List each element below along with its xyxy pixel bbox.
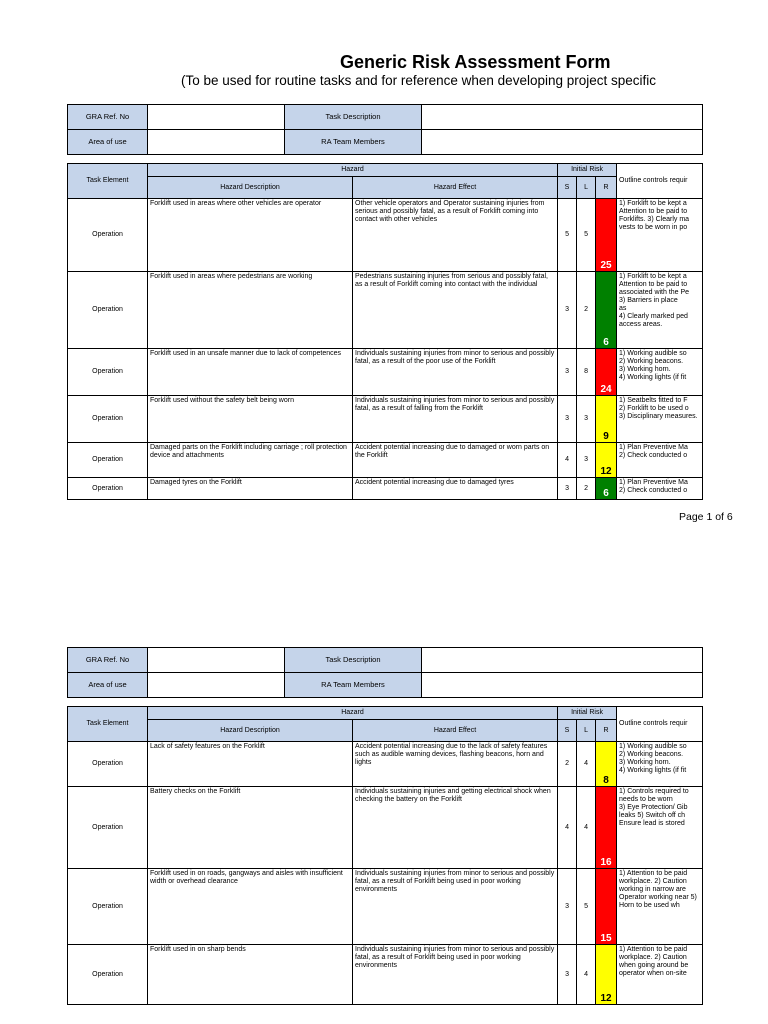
task-element-header: Task Element xyxy=(68,707,148,742)
task-element-cell: Operation xyxy=(68,742,148,787)
severity-cell: 4 xyxy=(558,443,577,478)
severity-cell: 3 xyxy=(558,478,577,500)
ra-team-value[interactable] xyxy=(422,673,703,698)
likelihood-cell: 5 xyxy=(577,199,596,272)
likelihood-cell: 8 xyxy=(577,349,596,396)
controls-cell: 1) Working audible so 2) Working beacons. 3) Working horn. 4) Working lights (if fit xyxy=(617,742,703,787)
controls-cell: 1) Plan Preventive Ma 2) Check conducted o xyxy=(617,443,703,478)
severity-cell: 5 xyxy=(558,199,577,272)
risk-header: R xyxy=(596,177,617,199)
severity-cell: 4 xyxy=(558,787,577,869)
likelihood-cell: 2 xyxy=(577,272,596,349)
likelihood-cell: 3 xyxy=(577,396,596,443)
task-element-cell: Operation xyxy=(68,787,148,869)
severity-cell: 3 xyxy=(558,396,577,443)
table-row xyxy=(68,396,703,443)
task-element-cell: Operation xyxy=(68,199,148,272)
table-row xyxy=(68,869,703,945)
likelihood-header: L xyxy=(577,177,596,199)
controls-cell: 1) Controls required to needs to be worn 3) Eye Protection/ Gib leaks 5) Switch off ch Ensure lead is stored xyxy=(617,787,703,869)
hazard-header: Hazard xyxy=(148,164,558,177)
severity-header: S xyxy=(558,720,577,742)
hazard-effect-cell: Individuals sustaining injuries from minor to serious and possibly fatal, as a result of Forklift being used in poor working environments xyxy=(353,945,558,1005)
hazard-effect-cell: Individuals sustaining injuries from minor to serious and possibly fatal, as a result of Forklift being used in poor working environments xyxy=(353,869,558,945)
risk-rating-cell: 6 xyxy=(596,272,617,349)
task-description-label: Task Description xyxy=(285,105,422,130)
likelihood-cell: 4 xyxy=(577,787,596,869)
hazard-description-cell: Damaged tyres on the Forklift xyxy=(148,478,353,500)
hazard-effect-cell: Accident potential increasing due to damaged or worn parts on the Forklift xyxy=(353,443,558,478)
ra-team-label: RA Team Members xyxy=(285,130,422,155)
task-element-cell: Operation xyxy=(68,869,148,945)
hazard-effect-cell: Other vehicle operators and Operator sustaining injuries from serious and possibly fatal, as a result of Forklift coming into contact with other vehicles xyxy=(353,199,558,272)
hazard-effect-cell: Individuals sustaining injuries from minor to serious and possibly fatal, as a result of falling from the Forklift xyxy=(353,396,558,443)
hazard-description-cell: Forklift used in areas where pedestrians are working xyxy=(148,272,353,349)
likelihood-header: L xyxy=(577,720,596,742)
area-of-use-value[interactable] xyxy=(148,130,285,155)
controls-cell: 1) Plan Preventive Ma 2) Check conducted o xyxy=(617,478,703,500)
severity-cell: 3 xyxy=(558,869,577,945)
hazard-effect-header: Hazard Effect xyxy=(353,720,558,742)
hazard-description-cell: Battery checks on the Forklift xyxy=(148,787,353,869)
gra-ref-value[interactable] xyxy=(148,105,285,130)
controls-cell: 1) Working audible so 2) Working beacons. 3) Working horn. 4) Working lights (if fit xyxy=(617,349,703,396)
hazard-description-cell: Forklift used in on sharp bends xyxy=(148,945,353,1005)
hazard-effect-cell: Individuals sustaining injuries from minor to serious and possibly fatal, as a result of the poor use of the Forklift xyxy=(353,349,558,396)
table-row xyxy=(68,742,703,787)
controls-cell: 1) Seatbelts fitted to F 2) Forklift to be used o 3) Disciplinary measures. xyxy=(617,396,703,443)
controls-cell: 1) Forklift to be kept a Attention to be paid to Forklifts. 3) Clearly ma vests to be worn in po xyxy=(617,199,703,272)
task-element-cell: Operation xyxy=(68,272,148,349)
table-row xyxy=(68,787,703,869)
risk-rating-cell: 8 xyxy=(596,742,617,787)
hazard-description-header: Hazard Description xyxy=(148,720,353,742)
task-element-header: Task Element xyxy=(68,164,148,199)
hazard-description-cell: Forklift used in an unsafe manner due to lack of competences xyxy=(148,349,353,396)
task-description-value[interactable] xyxy=(422,105,703,130)
risk-rating-cell: 15 xyxy=(596,869,617,945)
controls-cell: 1) Attention to be paid workplace. 2) Caution working in narrow are Operator working near 5) Horn to be used wh xyxy=(617,869,703,945)
ra-team-value[interactable] xyxy=(422,130,703,155)
hazard-description-header: Hazard Description xyxy=(148,177,353,199)
hazard-description-cell: Forklift used without the safety belt being worn xyxy=(148,396,353,443)
area-of-use-value[interactable] xyxy=(148,673,285,698)
severity-header: S xyxy=(558,177,577,199)
hazard-effect-cell: Pedestrians sustaining injuries from serious and possibly fatal, as a result of Forklift coming into contact with the individual xyxy=(353,272,558,349)
severity-cell: 2 xyxy=(558,742,577,787)
hazard-effect-cell: Individuals sustaining injuries and getting electrical shock when checking the battery on the Forklift xyxy=(353,787,558,869)
risk-rating-cell: 12 xyxy=(596,443,617,478)
task-description-label: Task Description xyxy=(285,648,422,673)
hazard-effect-cell: Accident potential increasing due to the lack of safety features such as audible warning devices, flashing beacons, horn and lights xyxy=(353,742,558,787)
task-element-cell: Operation xyxy=(68,396,148,443)
likelihood-cell: 3 xyxy=(577,443,596,478)
table-row xyxy=(68,272,703,349)
hazard-description-cell: Damaged parts on the Forklift including carriage ; roll protection device and attachments xyxy=(148,443,353,478)
controls-header: Outline controls requir xyxy=(617,707,703,742)
likelihood-cell: 2 xyxy=(577,478,596,500)
info-table-page2 xyxy=(67,647,703,698)
initial-risk-header: Initial Risk xyxy=(558,707,617,720)
table-row xyxy=(68,478,703,500)
initial-risk-header: Initial Risk xyxy=(558,164,617,177)
risk-rating-cell: 25 xyxy=(596,199,617,272)
page-number: Page 1 of 6 xyxy=(679,511,733,523)
controls-cell: 1) Forklift to be kept a Attention to be paid to associated with the Pe 3) Barriers in place as 4) Clearly marked ped access areas. xyxy=(617,272,703,349)
task-element-cell: Operation xyxy=(68,945,148,1005)
risk-rating-cell: 12 xyxy=(596,945,617,1005)
hazard-description-cell: Lack of safety features on the Forklift xyxy=(148,742,353,787)
table-row xyxy=(68,349,703,396)
task-element-cell: Operation xyxy=(68,478,148,500)
area-of-use-label: Area of use xyxy=(68,673,148,698)
risk-rating-cell: 24 xyxy=(596,349,617,396)
hazard-header: Hazard xyxy=(148,707,558,720)
table-row xyxy=(68,443,703,478)
gra-ref-label: GRA Ref. No xyxy=(68,105,148,130)
task-description-value[interactable] xyxy=(422,648,703,673)
hazard-table-page2 xyxy=(67,706,703,1005)
controls-header: Outline controls requir xyxy=(617,164,703,199)
hazard-effect-header: Hazard Effect xyxy=(353,177,558,199)
table-row xyxy=(68,945,703,1005)
hazard-effect-cell: Accident potential increasing due to damaged tyres xyxy=(353,478,558,500)
severity-cell: 3 xyxy=(558,272,577,349)
task-element-cell: Operation xyxy=(68,349,148,396)
table-row xyxy=(68,199,703,272)
risk-rating-cell: 9 xyxy=(596,396,617,443)
likelihood-cell: 5 xyxy=(577,869,596,945)
severity-cell: 3 xyxy=(558,349,577,396)
hazard-description-cell: Forklift used in on roads, gangways and aisles with insufficient width or overhead clearance xyxy=(148,869,353,945)
risk-rating-cell: 6 xyxy=(596,478,617,500)
form-subtitle: (To be used for routine tasks and for reference when developing project specific xyxy=(181,73,657,88)
controls-cell: 1) Attention to be paid workplace. 2) Caution when going around be operator when on-site xyxy=(617,945,703,1005)
gra-ref-label: GRA Ref. No xyxy=(68,648,148,673)
likelihood-cell: 4 xyxy=(577,945,596,1005)
risk-header: R xyxy=(596,720,617,742)
hazard-table-page1 xyxy=(67,163,703,500)
form-title: Generic Risk Assessment Form xyxy=(340,52,611,72)
task-element-cell: Operation xyxy=(68,443,148,478)
gra-ref-value[interactable] xyxy=(148,648,285,673)
ra-team-label: RA Team Members xyxy=(285,673,422,698)
info-table-page1 xyxy=(67,104,703,155)
risk-rating-cell: 16 xyxy=(596,787,617,869)
area-of-use-label: Area of use xyxy=(68,130,148,155)
severity-cell: 3 xyxy=(558,945,577,1005)
likelihood-cell: 4 xyxy=(577,742,596,787)
hazard-description-cell: Forklift used in areas where other vehicles are operator xyxy=(148,199,353,272)
